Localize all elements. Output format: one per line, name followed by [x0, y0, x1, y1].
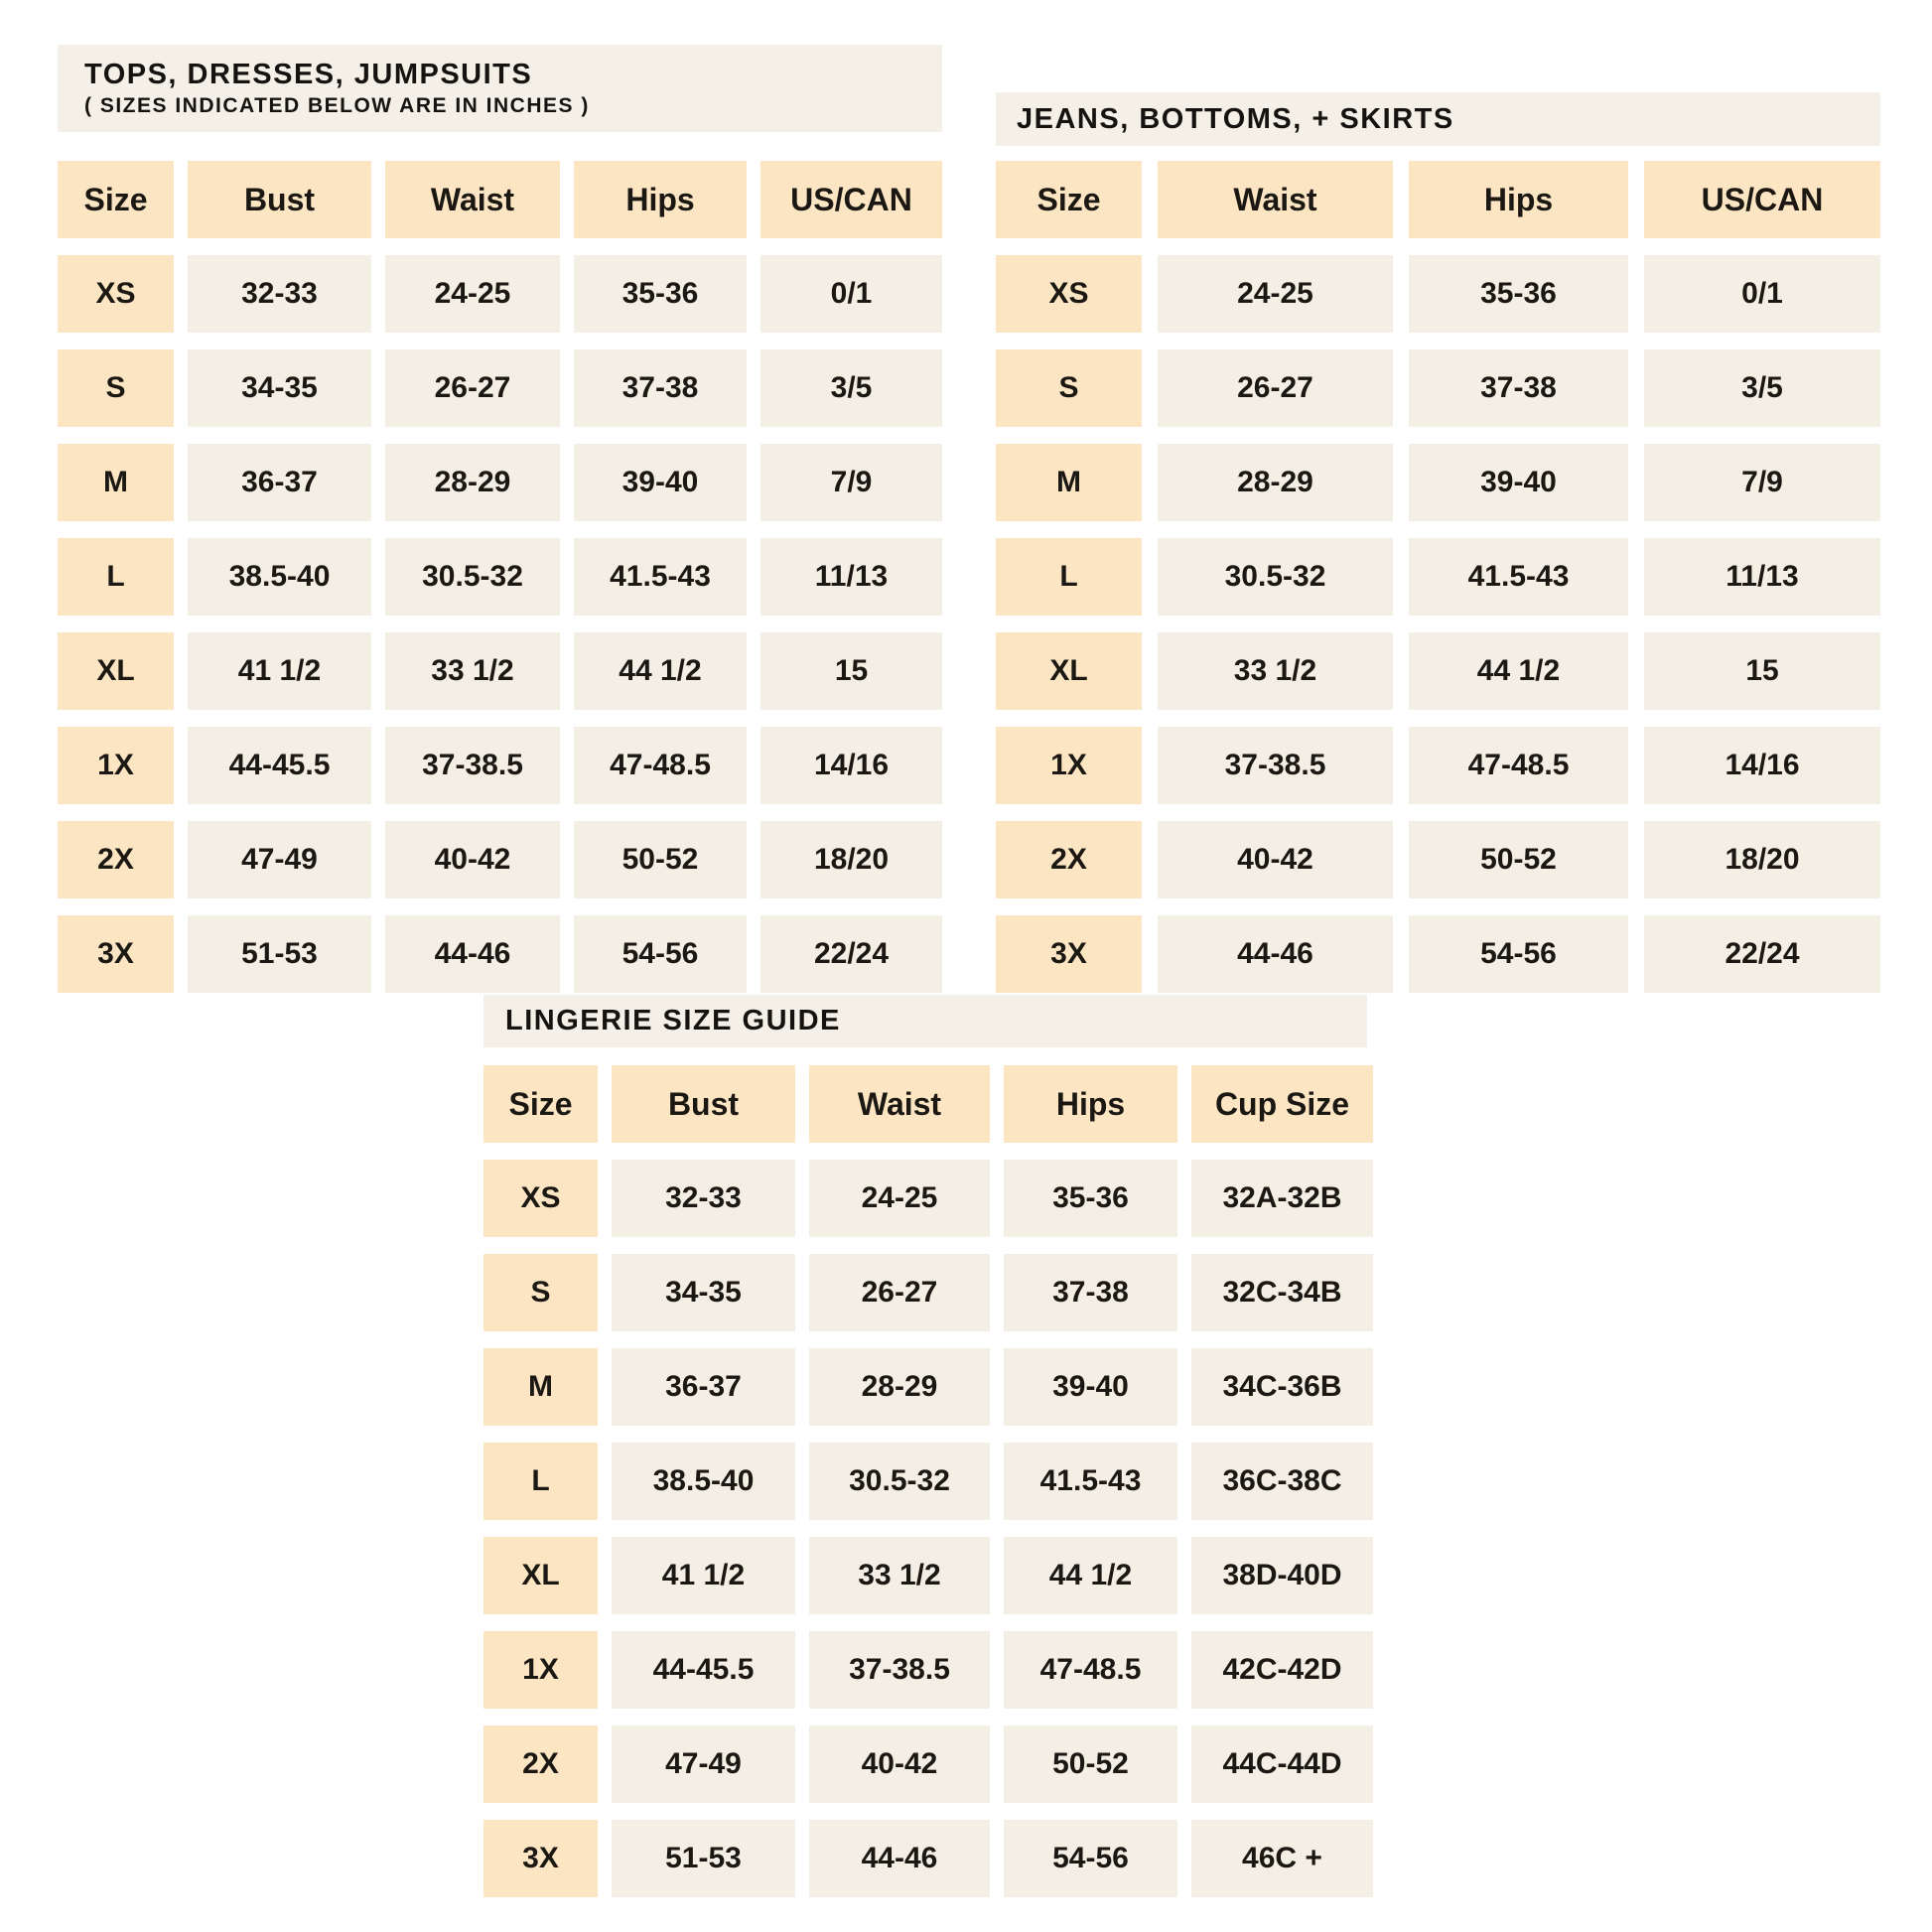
- size-label-cell: M: [483, 1348, 598, 1426]
- value-cell: 24-25: [385, 255, 560, 333]
- column-header: Size: [58, 161, 174, 238]
- size-label-cell: XL: [483, 1537, 598, 1614]
- value-cell: 40-42: [809, 1725, 990, 1803]
- value-cell: 38.5-40: [612, 1443, 795, 1520]
- size-label-cell: M: [996, 444, 1142, 521]
- lingerie-size-guide-table: [483, 995, 1373, 1897]
- value-cell: 37-38.5: [809, 1631, 990, 1709]
- jeans-title: JEANS, BOTTOMS, + SKIRTS: [1017, 102, 1454, 135]
- size-label-cell: S: [58, 349, 174, 427]
- value-cell: 7/9: [1644, 444, 1880, 521]
- column-header: Cup Size: [1191, 1065, 1373, 1143]
- jeans-size-grid: [996, 161, 1880, 993]
- value-cell: 18/20: [1644, 821, 1880, 898]
- column-header: Waist: [385, 161, 560, 238]
- value-cell: 30.5-32: [809, 1443, 990, 1520]
- value-cell: 28-29: [1158, 444, 1393, 521]
- value-cell: 32A-32B: [1191, 1160, 1373, 1237]
- value-cell: 50-52: [574, 821, 747, 898]
- value-cell: 46C +: [1191, 1820, 1373, 1897]
- size-label-cell: 2X: [58, 821, 174, 898]
- value-cell: 41.5-43: [1004, 1443, 1177, 1520]
- value-cell: 28-29: [385, 444, 560, 521]
- value-cell: 26-27: [385, 349, 560, 427]
- value-cell: 28-29: [809, 1348, 990, 1426]
- value-cell: 0/1: [1644, 255, 1880, 333]
- value-cell: 44-46: [385, 915, 560, 993]
- value-cell: 14/16: [760, 727, 942, 804]
- column-header: Bust: [188, 161, 371, 238]
- tops-title-bar: [58, 45, 942, 132]
- column-header: Waist: [809, 1065, 990, 1143]
- value-cell: 41.5-43: [574, 538, 747, 616]
- size-label-cell: 3X: [58, 915, 174, 993]
- value-cell: 15: [1644, 632, 1880, 710]
- value-cell: 7/9: [760, 444, 942, 521]
- value-cell: 40-42: [385, 821, 560, 898]
- value-cell: 11/13: [760, 538, 942, 616]
- size-label-cell: 1X: [58, 727, 174, 804]
- value-cell: 11/13: [1644, 538, 1880, 616]
- value-cell: 35-36: [574, 255, 747, 333]
- value-cell: 47-49: [612, 1725, 795, 1803]
- value-cell: 38.5-40: [188, 538, 371, 616]
- column-header: Hips: [1409, 161, 1628, 238]
- value-cell: 51-53: [188, 915, 371, 993]
- value-cell: 33 1/2: [385, 632, 560, 710]
- jeans-bottoms-skirts-table: [996, 92, 1880, 993]
- value-cell: 34-35: [188, 349, 371, 427]
- value-cell: 36-37: [612, 1348, 795, 1426]
- value-cell: 24-25: [809, 1160, 990, 1237]
- value-cell: 44 1/2: [1409, 632, 1628, 710]
- column-header: US/CAN: [1644, 161, 1880, 238]
- tops-subtitle: ( SIZES INDICATED BELOW ARE IN INCHES ): [84, 94, 590, 118]
- value-cell: 33 1/2: [1158, 632, 1393, 710]
- value-cell: 34-35: [612, 1254, 795, 1331]
- value-cell: 44-46: [1158, 915, 1393, 993]
- value-cell: 37-38: [1004, 1254, 1177, 1331]
- value-cell: 37-38: [1409, 349, 1628, 427]
- value-cell: 41 1/2: [188, 632, 371, 710]
- size-label-cell: XL: [58, 632, 174, 710]
- value-cell: 15: [760, 632, 942, 710]
- value-cell: 32C-34B: [1191, 1254, 1373, 1331]
- value-cell: 22/24: [1644, 915, 1880, 993]
- size-label-cell: S: [996, 349, 1142, 427]
- lingerie-size-grid: [483, 1065, 1373, 1897]
- lingerie-title: LINGERIE SIZE GUIDE: [505, 1005, 841, 1037]
- size-label-cell: S: [483, 1254, 598, 1331]
- size-label-cell: 1X: [483, 1631, 598, 1709]
- value-cell: 18/20: [760, 821, 942, 898]
- value-cell: 54-56: [1409, 915, 1628, 993]
- tops-size-grid: [58, 161, 942, 993]
- value-cell: 47-48.5: [1409, 727, 1628, 804]
- size-label-cell: XL: [996, 632, 1142, 710]
- value-cell: 34C-36B: [1191, 1348, 1373, 1426]
- size-label-cell: XS: [58, 255, 174, 333]
- size-label-cell: 2X: [483, 1725, 598, 1803]
- value-cell: 26-27: [809, 1254, 990, 1331]
- value-cell: 33 1/2: [809, 1537, 990, 1614]
- value-cell: 24-25: [1158, 255, 1393, 333]
- column-header: Size: [996, 161, 1142, 238]
- size-label-cell: L: [58, 538, 174, 616]
- value-cell: 36C-38C: [1191, 1443, 1373, 1520]
- size-label-cell: M: [58, 444, 174, 521]
- tops-dresses-jumpsuits-table: [58, 45, 942, 993]
- value-cell: 0/1: [760, 255, 942, 333]
- size-label-cell: 2X: [996, 821, 1142, 898]
- size-label-cell: 3X: [483, 1820, 598, 1897]
- value-cell: 14/16: [1644, 727, 1880, 804]
- value-cell: 42C-42D: [1191, 1631, 1373, 1709]
- value-cell: 54-56: [1004, 1820, 1177, 1897]
- tops-title: TOPS, DRESSES, JUMPSUITS: [84, 59, 533, 91]
- value-cell: 39-40: [574, 444, 747, 521]
- value-cell: 32-33: [188, 255, 371, 333]
- value-cell: 30.5-32: [385, 538, 560, 616]
- value-cell: 22/24: [760, 915, 942, 993]
- lingerie-title-bar: [483, 995, 1367, 1047]
- value-cell: 44-45.5: [612, 1631, 795, 1709]
- value-cell: 36-37: [188, 444, 371, 521]
- value-cell: 51-53: [612, 1820, 795, 1897]
- value-cell: 38D-40D: [1191, 1537, 1373, 1614]
- value-cell: 40-42: [1158, 821, 1393, 898]
- value-cell: 41 1/2: [612, 1537, 795, 1614]
- value-cell: 50-52: [1409, 821, 1628, 898]
- column-header: Bust: [612, 1065, 795, 1143]
- value-cell: 30.5-32: [1158, 538, 1393, 616]
- value-cell: 35-36: [1409, 255, 1628, 333]
- value-cell: 44-46: [809, 1820, 990, 1897]
- value-cell: 37-38.5: [1158, 727, 1393, 804]
- value-cell: 47-48.5: [574, 727, 747, 804]
- value-cell: 54-56: [574, 915, 747, 993]
- size-label-cell: XS: [996, 255, 1142, 333]
- jeans-title-bar: [996, 92, 1880, 146]
- value-cell: 44-45.5: [188, 727, 371, 804]
- column-header: US/CAN: [760, 161, 942, 238]
- value-cell: 3/5: [1644, 349, 1880, 427]
- value-cell: 37-38.5: [385, 727, 560, 804]
- column-header: Hips: [574, 161, 747, 238]
- value-cell: 39-40: [1004, 1348, 1177, 1426]
- value-cell: 50-52: [1004, 1725, 1177, 1803]
- size-label-cell: XS: [483, 1160, 598, 1237]
- value-cell: 44C-44D: [1191, 1725, 1373, 1803]
- column-header: Waist: [1158, 161, 1393, 238]
- column-header: Hips: [1004, 1065, 1177, 1143]
- size-label-cell: 1X: [996, 727, 1142, 804]
- column-header: Size: [483, 1065, 598, 1143]
- value-cell: 39-40: [1409, 444, 1628, 521]
- value-cell: 3/5: [760, 349, 942, 427]
- value-cell: 47-48.5: [1004, 1631, 1177, 1709]
- size-label-cell: L: [996, 538, 1142, 616]
- size-label-cell: 3X: [996, 915, 1142, 993]
- value-cell: 44 1/2: [1004, 1537, 1177, 1614]
- value-cell: 47-49: [188, 821, 371, 898]
- value-cell: 26-27: [1158, 349, 1393, 427]
- value-cell: 44 1/2: [574, 632, 747, 710]
- value-cell: 35-36: [1004, 1160, 1177, 1237]
- size-label-cell: L: [483, 1443, 598, 1520]
- value-cell: 32-33: [612, 1160, 795, 1237]
- value-cell: 41.5-43: [1409, 538, 1628, 616]
- value-cell: 37-38: [574, 349, 747, 427]
